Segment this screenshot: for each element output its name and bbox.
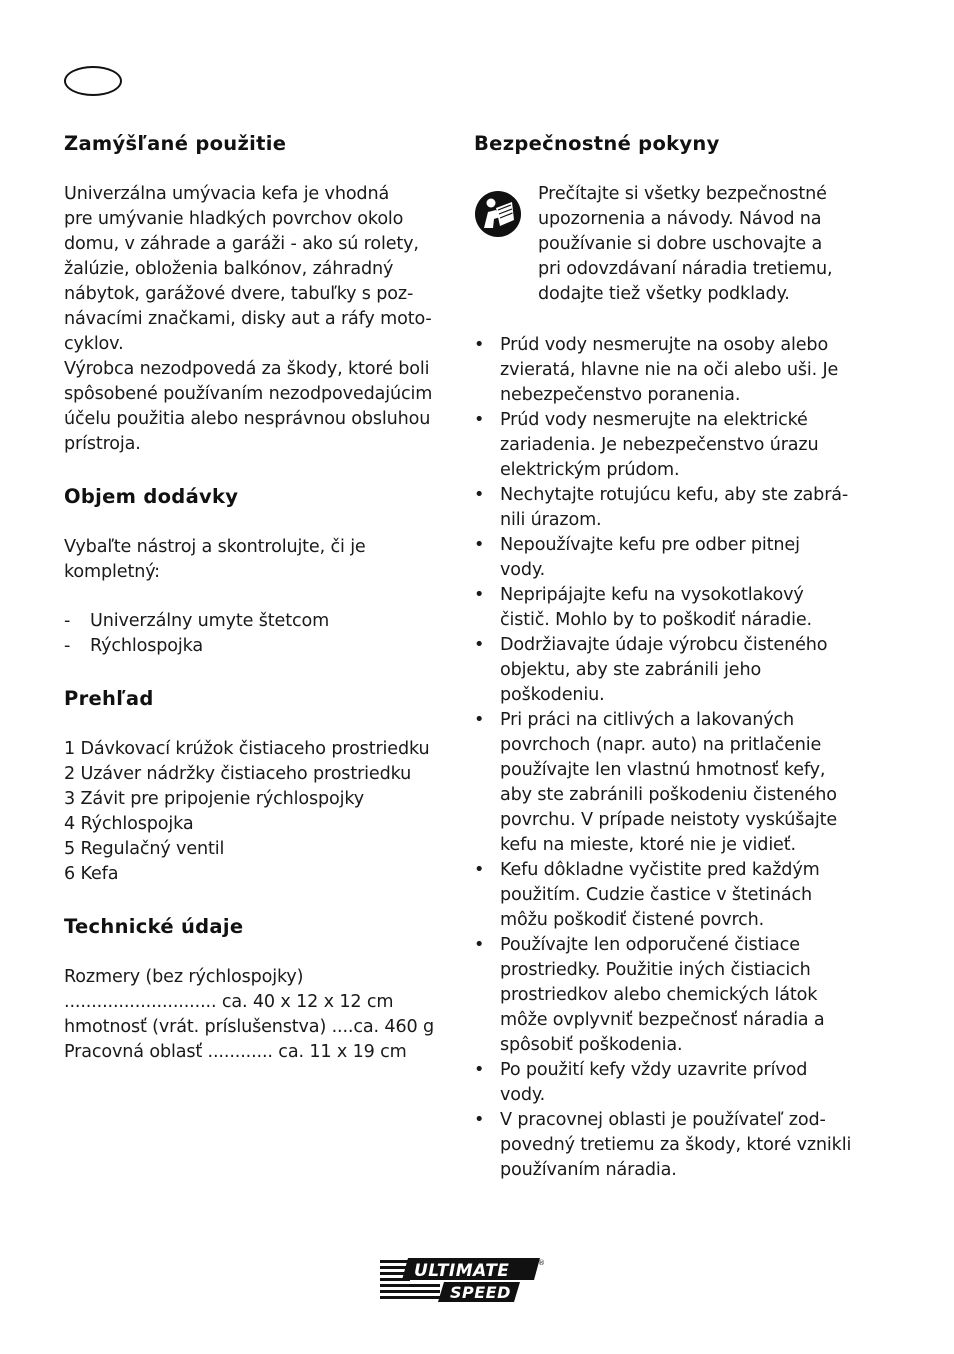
list-item: • Nechytajte rotujúcu kefu, aby ste zabrá- nili úrazom.	[474, 483, 864, 533]
logo-line1: ULTIMATE	[414, 1261, 510, 1281]
delivery-intro: Vybaľte nástroj a skontrolujte, či je kompletný:	[64, 537, 366, 582]
technical-heading: Technické údaje	[64, 915, 244, 938]
logo-graphic	[380, 1256, 546, 1306]
list-item: 1 Dávkovací krúžok čistiaceho prostriedku	[64, 739, 430, 759]
list-item: • Prúd vody nesmerujte na elektrické zariadenia. Je nebezpečenstvo úrazu elektrickým prúdom.	[474, 408, 864, 483]
tech-row: Pracovná oblasť ............ ca. 11 x 19 cm	[64, 1042, 407, 1062]
safety-intro-text: Prečítajte si všetky bezpečnostné upozornenia a návody. Návod na používanie si dobre uschovajte a pri odovzdávaní náradia tretiemu, dodajte tiež všetky podklady.	[538, 184, 833, 304]
list-item: 5 Regulačný ventil	[64, 839, 225, 859]
tech-row: Rozmery (bez rýchlospojky)	[64, 967, 304, 987]
ultimate-speed-logo	[380, 1256, 546, 1306]
list-item: • V pracovnej oblasti je používateľ zod- povedný tretiemu za škody, ktoré vznikli používaním náradia.	[474, 1108, 864, 1183]
list-item: • Po použití kefy vždy uzavrite prívod vody.	[474, 1058, 864, 1108]
list-item: • Pri práci na citlivých a lakovaných povrchoch (napr. auto) na pritlačenie používajte len vlastnú hmotnosť kefy, aby ste zabránili poškodeniu čisteného povrchu. V prípade neistoty vyskúšajte kefu na mieste, ktoré nie je vidieť.	[474, 708, 864, 858]
list-item: • Nepoužívajte kefu pre odber pitnej vody.	[474, 533, 864, 583]
safety-bullet-list	[474, 333, 864, 1183]
right-column	[474, 130, 864, 1183]
list-item: • Prúd vody nesmerujte na osoby alebo zvieratá, hlavne nie na oči alebo uši. Je nebezpečenstvo poranenia.	[474, 333, 864, 408]
safety-intro-block	[474, 182, 864, 307]
list-item: • Nepripájajte kefu na vysokotlakový čistič. Mohlo by to poškodiť náradie.	[474, 583, 864, 633]
list-item: - Univerzálny umyte štetcom	[64, 609, 454, 634]
delivery-heading: Objem dodávky	[64, 485, 239, 508]
safety-heading: Bezpečnostné pokyny	[474, 132, 720, 155]
list-item: 6 Kefa	[64, 864, 119, 884]
list-item: - Rýchlospojka	[64, 634, 454, 659]
list-item: • Dodržiavajte údaje výrobcu čisteného objektu, aby ste zabránili jeho poškodeniu.	[474, 633, 864, 708]
list-item: • Používajte len odporučené čistiace prostriedky. Použitie iných čistiacich prostriedkov alebo chemických látok môže ovplyvniť bezpečnosť náradia a spôsobiť poškodenia.	[474, 933, 864, 1058]
overview-list	[64, 737, 454, 887]
list-item: 2 Uzáver nádržky čistiaceho prostriedku	[64, 764, 412, 784]
left-column	[64, 130, 454, 1065]
tech-row: ............................ ca. 40 x 12 x 12 cm	[64, 992, 394, 1012]
overview-heading: Prehľad	[64, 687, 154, 710]
registered-mark: ®	[538, 1259, 545, 1267]
delivery-list	[64, 609, 454, 659]
intended-use-text: Univerzálna umývacia kefa je vhodná pre umývanie hladkých povrchov okolo domu, v záhrade a garáži - ako sú rolety, žalúzie, obloženia balkónov, záhradný nábytok, garážové dvere, tabuľky s poz- návacími značkami, disky aut a ráfy moto- cyklov. Výrobca nezodpovedá za škody, ktoré boli spôsobené používaním nezodpovedajúcim účelu použitia alebo nesprávnou obsluhou prístroja.	[64, 184, 433, 454]
intended-use-heading: Zamýšľané použitie	[64, 132, 287, 155]
list-item: 4 Rýchlospojka	[64, 814, 194, 834]
list-item: • Kefu dôkladne vyčistite pred každým použitím. Cudzie častice v štetinách môžu poškodiť čistené povrch.	[474, 858, 864, 933]
tech-row: hmotnosť (vrát. príslušenstva) ....ca. 460 g	[64, 1017, 434, 1037]
logo-line2: SPEED	[450, 1283, 511, 1302]
read-manual-icon	[474, 190, 522, 238]
list-item: 3 Závit pre pripojenie rýchlospojky	[64, 789, 365, 809]
language-badge	[64, 66, 122, 96]
